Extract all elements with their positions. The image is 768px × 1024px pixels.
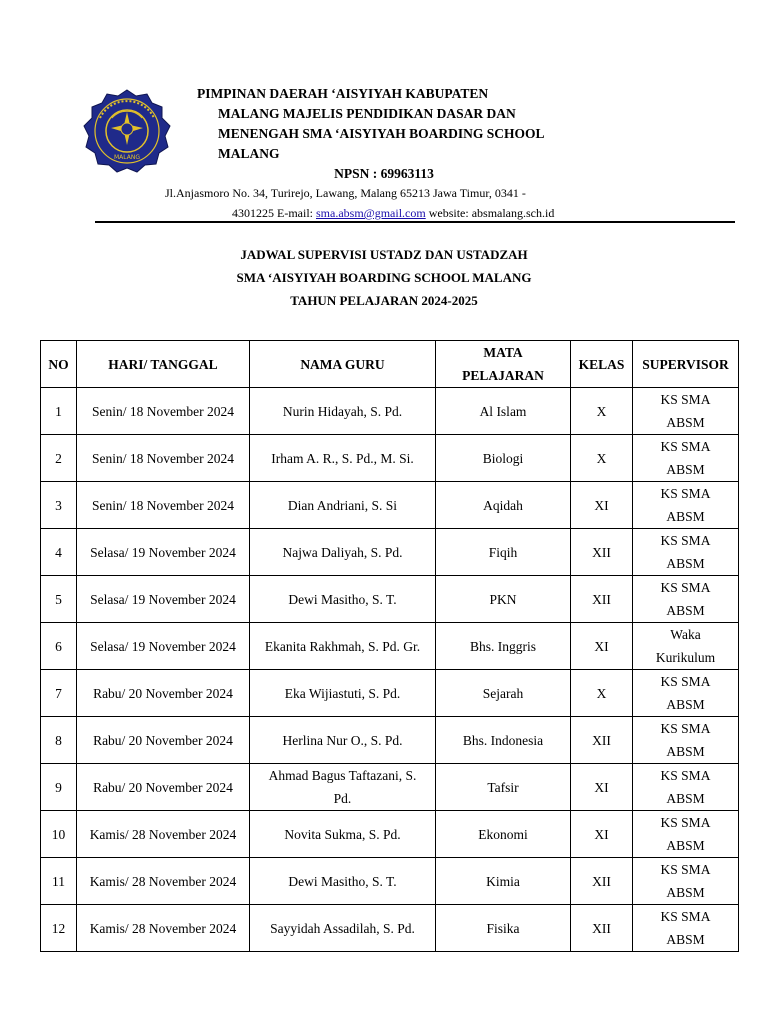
header-subject-line-1: MATA <box>483 345 523 360</box>
cell-day-date: Senin/ 18 November 2024 <box>77 435 250 482</box>
cell-subject: Fiqih <box>436 529 571 576</box>
org-title-line-3: MENENGAH SMA ‘AISYIYAH BOARDING SCHOOL <box>218 126 545 141</box>
cell-class: XII <box>571 576 633 623</box>
cell-class: X <box>571 435 633 482</box>
cell-teacher-name-line-1: Sayyidah Assadilah, S. Pd. <box>270 920 415 936</box>
cell-subject: Kimia <box>436 858 571 905</box>
cell-day-date: Kamis/ 28 November 2024 <box>77 858 250 905</box>
table-row <box>41 623 739 670</box>
npsn-number: NPSN : 69963113 <box>334 166 434 181</box>
cell-class: XI <box>571 811 633 858</box>
cell-supervisor-line-1: KS SMA <box>660 439 711 454</box>
cell-supervisor <box>633 388 739 435</box>
cell-supervisor <box>633 482 739 529</box>
cell-supervisor-line-2: ABSM <box>666 415 705 430</box>
emblem-bottom-text: MALANG <box>113 154 141 161</box>
cell-day-date: Rabu/ 20 November 2024 <box>77 764 250 811</box>
table-row <box>41 435 739 482</box>
cell-supervisor-line-2: ABSM <box>666 838 705 853</box>
table-row <box>41 717 739 764</box>
cell-teacher-name-line-1: Najwa Daliyah, S. Pd. <box>282 544 403 560</box>
cell-supervisor-line-1: Waka <box>670 627 701 642</box>
cell-teacher-name-line-2: Pd. <box>333 791 352 806</box>
cell-teacher-name <box>250 435 436 482</box>
cell-subject: Bhs. Indonesia <box>436 717 571 764</box>
cell-no: 8 <box>41 717 77 764</box>
cell-teacher-name-line-1: Ahmad Bagus Taftazani, S. <box>268 768 417 783</box>
cell-teacher-name-line-1: Irham A. R., S. Pd., M. Si. <box>271 450 414 466</box>
cell-day-date: Kamis/ 28 November 2024 <box>77 811 250 858</box>
cell-teacher-name-line-1: Dewi Masitho, S. T. <box>288 591 397 607</box>
cell-subject: Sejarah <box>436 670 571 717</box>
cell-no: 6 <box>41 623 77 670</box>
cell-supervisor-line-2: ABSM <box>666 509 705 524</box>
cell-supervisor-line-1: KS SMA <box>660 909 711 924</box>
cell-day-date: Kamis/ 28 November 2024 <box>77 905 250 952</box>
cell-no: 11 <box>41 858 77 905</box>
cell-supervisor <box>633 905 739 952</box>
table-row <box>41 388 739 435</box>
header-teacher-name: NAMA GURU <box>250 341 436 388</box>
cell-supervisor-line-2: ABSM <box>666 462 705 477</box>
header-divider <box>95 221 735 223</box>
cell-teacher-name-line-1: Eka Wijiastuti, S. Pd. <box>284 685 401 701</box>
cell-supervisor-line-2: ABSM <box>666 697 705 712</box>
cell-teacher-name-line-1: Ekanita Rakhmah, S. Pd. Gr. <box>264 638 421 654</box>
cell-teacher-name <box>250 858 436 905</box>
cell-supervisor-line-1: KS SMA <box>660 815 711 830</box>
cell-no: 4 <box>41 529 77 576</box>
cell-day-date: Rabu/ 20 November 2024 <box>77 717 250 764</box>
table-row <box>41 529 739 576</box>
cell-class: XII <box>571 529 633 576</box>
table-row <box>41 905 739 952</box>
cell-no: 9 <box>41 764 77 811</box>
cell-class: XI <box>571 623 633 670</box>
cell-class: XII <box>571 717 633 764</box>
cell-no: 3 <box>41 482 77 529</box>
cell-teacher-name <box>250 388 436 435</box>
cell-supervisor <box>633 811 739 858</box>
cell-supervisor <box>633 529 739 576</box>
header-supervisor: SUPERVISOR <box>633 341 739 388</box>
document-title-line-2: SMA ‘AISYIYAH BOARDING SCHOOL MALANG <box>236 270 532 285</box>
cell-teacher-name <box>250 670 436 717</box>
cell-subject: Fisika <box>436 905 571 952</box>
cell-no: 12 <box>41 905 77 952</box>
cell-day-date: Selasa/ 19 November 2024 <box>77 623 250 670</box>
cell-supervisor-line-1: KS SMA <box>660 674 711 689</box>
cell-no: 1 <box>41 388 77 435</box>
cell-supervisor-line-2: Kurikulum <box>655 650 716 665</box>
cell-teacher-name-line-1: Dewi Masitho, S. T. <box>288 873 397 889</box>
cell-supervisor-line-2: ABSM <box>666 556 705 571</box>
cell-supervisor-line-1: KS SMA <box>660 533 711 548</box>
cell-supervisor-line-1: KS SMA <box>660 768 711 783</box>
cell-teacher-name <box>250 482 436 529</box>
cell-supervisor-line-1: KS SMA <box>660 392 711 407</box>
document-title-line-1: JADWAL SUPERVISI USTADZ DAN USTADZAH <box>240 247 528 262</box>
cell-class: XII <box>571 858 633 905</box>
cell-supervisor <box>633 623 739 670</box>
cell-subject: Aqidah <box>436 482 571 529</box>
header-subject <box>436 341 571 388</box>
cell-supervisor <box>633 670 739 717</box>
cell-teacher-name <box>250 811 436 858</box>
table-row <box>41 482 739 529</box>
cell-supervisor-line-1: KS SMA <box>660 486 711 501</box>
cell-supervisor-line-1: KS SMA <box>660 580 711 595</box>
cell-supervisor-line-1: KS SMA <box>660 721 711 736</box>
email-link[interactable]: sma.absm@gmail.com <box>316 206 426 220</box>
cell-class: X <box>571 388 633 435</box>
cell-subject: PKN <box>436 576 571 623</box>
cell-day-date: Selasa/ 19 November 2024 <box>77 529 250 576</box>
org-title-line-4: MALANG <box>218 146 280 161</box>
org-title-line-1: PIMPINAN DAERAH ‘AISYIYAH KABUPATEN <box>197 86 489 101</box>
cell-no: 10 <box>41 811 77 858</box>
table-row <box>41 858 739 905</box>
cell-teacher-name <box>250 623 436 670</box>
cell-supervisor <box>633 717 739 764</box>
cell-supervisor-line-1: KS SMA <box>660 862 711 877</box>
school-emblem-icon <box>80 88 174 174</box>
cell-no: 7 <box>41 670 77 717</box>
cell-subject: Ekonomi <box>436 811 571 858</box>
cell-supervisor-line-2: ABSM <box>666 744 705 759</box>
cell-supervisor-line-2: ABSM <box>666 932 705 947</box>
cell-teacher-name-line-1: Nurin Hidayah, S. Pd. <box>282 403 403 419</box>
cell-teacher-name-line-1: Dian Andriani, S. Si <box>287 497 398 513</box>
cell-teacher-name <box>250 905 436 952</box>
cell-day-date: Selasa/ 19 November 2024 <box>77 576 250 623</box>
address-line-1: Jl.Anjasmoro No. 34, Turirejo, Lawang, Malang 65213 Jawa Timur, 0341 - <box>165 186 526 200</box>
table-row <box>41 764 739 811</box>
header-subject-line-2: PELAJARAN <box>462 368 544 383</box>
cell-teacher-name-line-1: Herlina Nur O., S. Pd. <box>282 732 403 748</box>
cell-teacher-name <box>250 529 436 576</box>
document-title-line-3: TAHUN PELAJARAN 2024-2025 <box>290 293 478 308</box>
cell-day-date: Rabu/ 20 November 2024 <box>77 670 250 717</box>
cell-supervisor-line-2: ABSM <box>666 885 705 900</box>
org-title-line-2: MALANG MAJELIS PENDIDIKAN DASAR DAN <box>218 106 516 121</box>
cell-teacher-name <box>250 764 436 811</box>
cell-no: 2 <box>41 435 77 482</box>
table-header-row <box>41 341 739 388</box>
cell-no: 5 <box>41 576 77 623</box>
cell-class: X <box>571 670 633 717</box>
cell-subject: Bhs. Inggris <box>436 623 571 670</box>
cell-teacher-name <box>250 576 436 623</box>
table-row <box>41 811 739 858</box>
website-text: website: absmalang.sch.id <box>425 206 555 220</box>
address-line-2 <box>232 204 554 222</box>
cell-class: XII <box>571 905 633 952</box>
cell-class: XI <box>571 764 633 811</box>
cell-class: XI <box>571 482 633 529</box>
table-row <box>41 670 739 717</box>
cell-supervisor <box>633 435 739 482</box>
cell-supervisor-line-2: ABSM <box>666 603 705 618</box>
header-day-date: HARI/ TANGGAL <box>77 341 250 388</box>
table-row <box>41 576 739 623</box>
cell-day-date: Senin/ 18 November 2024 <box>77 482 250 529</box>
cell-subject: Al Islam <box>436 388 571 435</box>
header-class: KELAS <box>571 341 633 388</box>
address-phone-prefix: 4301225 E-mail: <box>232 206 316 220</box>
header-no: NO <box>41 341 77 388</box>
cell-supervisor <box>633 576 739 623</box>
cell-supervisor-line-2: ABSM <box>666 791 705 806</box>
cell-supervisor <box>633 764 739 811</box>
cell-teacher-name-line-1: Novita Sukma, S. Pd. <box>284 826 401 842</box>
supervision-schedule-table <box>40 340 739 952</box>
cell-teacher-name <box>250 717 436 764</box>
cell-subject: Biologi <box>436 435 571 482</box>
cell-supervisor <box>633 858 739 905</box>
cell-subject: Tafsir <box>436 764 571 811</box>
cell-day-date: Senin/ 18 November 2024 <box>77 388 250 435</box>
